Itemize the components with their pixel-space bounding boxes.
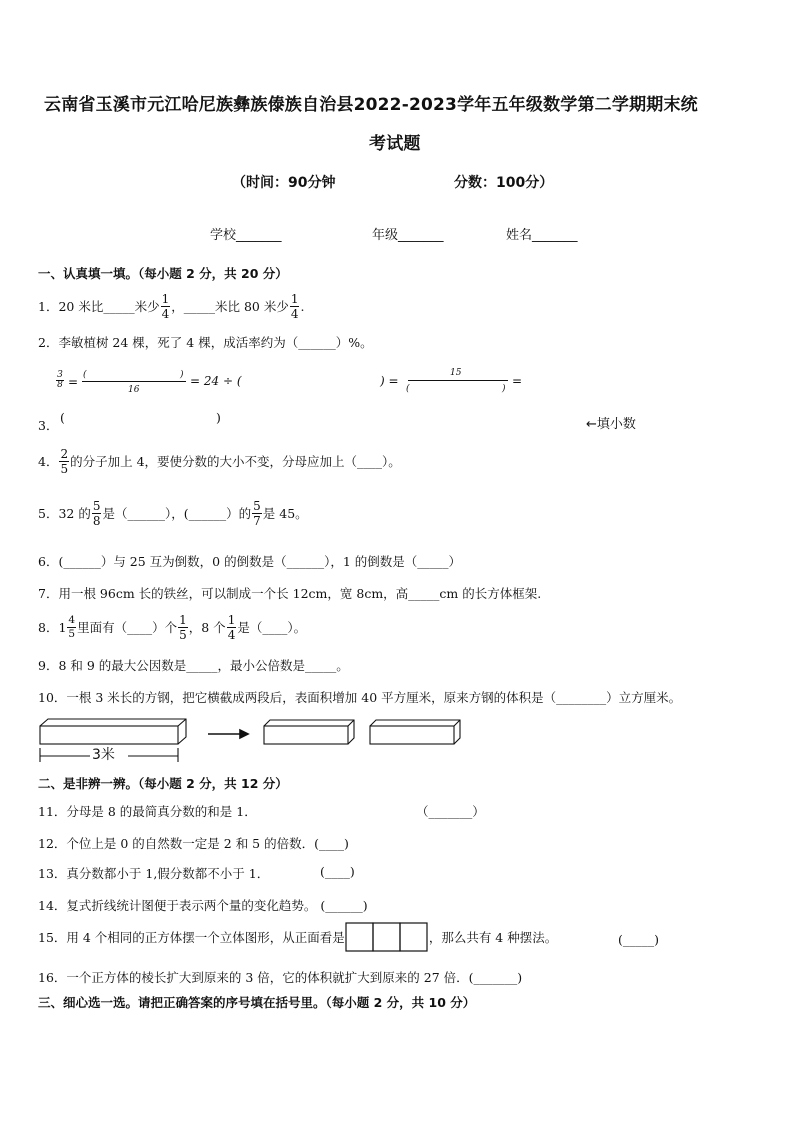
q4-denominator: 5 (60, 461, 69, 476)
q5-fraction-1 (92, 500, 102, 527)
q15-square-2 (373, 923, 400, 951)
question-3-equation (56, 368, 536, 401)
q15-answer-blank: (_____) (618, 932, 660, 947)
q15-square-3 (400, 923, 427, 951)
q4-text: 的分子加上 4，要使分数的大小不变，分母应加上（____）。 (70, 454, 401, 469)
q5-frac2-denominator: 7 (253, 513, 261, 528)
q1-frac2-numerator: 1 (290, 291, 299, 306)
q15-square-1 (346, 923, 373, 951)
q8-fraction-1 (178, 614, 188, 641)
q1-frac2-denominator: 4 (290, 306, 299, 321)
q10-piece2-top (370, 720, 460, 744)
q8-mixed-denominator: 5 (68, 627, 76, 640)
q3-frac2-close: ) (180, 370, 184, 380)
question-13: 13．真分数都小于 1,假分数都不小于 1． (38, 866, 270, 881)
exam-score: 分数：100分） (454, 175, 554, 191)
q1-fraction-1 (161, 293, 171, 320)
question-7: 7．用一根 96cm 长的铁丝，可以制成一个长 12cm，宽 8cm，高_____cm 的长方体框架. (38, 586, 542, 601)
section-3-title: 三、细心选一选。请把正确答案的序号填在括号里。（每小题 2 分，共 10 分） (38, 995, 476, 1010)
q3-frac2-denominator: 16 (128, 385, 140, 395)
q1-frac1-numerator: 1 (161, 291, 170, 306)
section-1-title: 一、认真填一填。（每小题 2 分，共 20 分） (38, 266, 288, 281)
q15-text-b: ，那么共有 4 种摆法。 (428, 930, 558, 945)
q15-text-a: 15．用 4 个相同的正方体摆一个立体图形，从正面看是 (38, 930, 345, 945)
question-16: 16．一个正方体的棱长扩大到原来的 3 倍，它的体积就扩大到原来的 27 倍．(_______) (38, 970, 523, 985)
q4-numerator: 2 (60, 446, 69, 461)
question-5 (38, 496, 308, 530)
q8-frac2-denominator: 4 (227, 627, 236, 642)
q8-fraction-2 (227, 614, 237, 641)
name-field: 姓名_______ (506, 228, 578, 243)
q8-text-d: 是（____）。 (237, 620, 307, 635)
q8-mixed-numerator: 4 (68, 614, 76, 626)
question-10: 10．一根 3 米长的方钢，把它横截成两段后，表面积增加 40 平方厘米，原来方钢的体积是（________）立方厘米。 (38, 690, 682, 705)
q11-answer-blank: （_______） (416, 804, 485, 819)
q10-piece1-edge (348, 720, 354, 726)
q5-frac2-numerator: 5 (253, 498, 261, 513)
q3-lhs-fraction (56, 371, 64, 390)
q3-paren-left: ( (60, 410, 65, 425)
q10-piece1-front (264, 726, 348, 744)
q10-arrow-head (240, 730, 248, 738)
page-title-line2: 考试题 (369, 134, 421, 154)
q8-text-a: 8．1 (38, 620, 67, 635)
q3-lhs-denominator: 8 (57, 380, 63, 390)
school-field: 学校_______ (210, 228, 282, 243)
question-6: 6．(______）与 25 互为倒数，0 的倒数是（______），1 的倒数是（_____） (38, 554, 462, 569)
question-8 (38, 610, 306, 644)
q3-mid-close: ) = (380, 374, 399, 388)
q8-text-b: 里面有（____）个 (77, 620, 178, 635)
q3-frac2-bar (82, 381, 186, 382)
q3-mid-text: = 24 ÷ ( (190, 374, 242, 388)
q3-equals-2: = (512, 374, 523, 388)
q8-frac1-numerator: 1 (179, 612, 187, 627)
q5-text-b: 是（______），(______）的 (102, 506, 252, 521)
q1-frac1-denominator: 4 (161, 306, 170, 321)
q3-frac3-close: ) (502, 384, 506, 394)
q4-number: 4． (38, 454, 59, 469)
q15-front-view-figure (345, 922, 429, 952)
question-12: 12．个位上是 0 的自然数一定是 2 和 5 的倍数．(____) (38, 836, 349, 851)
q1-fraction-2 (290, 293, 300, 320)
q8-mixed-fraction (67, 615, 76, 639)
q5-fraction-2 (252, 500, 262, 527)
q1-text-c: . (300, 298, 305, 314)
question-14: 14．复式折线统计图便于表示两个量的变化趋势。 (______) (38, 898, 368, 913)
exam-time: （时间：90分钟 (232, 175, 336, 191)
q8-frac1-denominator: 5 (179, 627, 187, 642)
q3-paren-right: ) (216, 410, 221, 425)
q8-text-c: ，8 个 (188, 620, 226, 635)
q1-text-b: ，_____米比 80 米少 (171, 299, 289, 314)
question-15 (38, 922, 557, 952)
q10-piece1-top (264, 720, 354, 744)
q3-frac3-bar (408, 380, 508, 381)
q4-fraction (59, 448, 69, 475)
q10-bar-top-side (40, 719, 186, 744)
q3-frac3-open: ( (406, 384, 410, 394)
grade-field: 年级_______ (372, 228, 444, 243)
q5-frac1-numerator: 5 (92, 498, 101, 513)
q3-number: 3． (38, 418, 59, 433)
q5-text-a: 5．32 的 (38, 506, 91, 521)
q10-bar-edge (178, 719, 186, 726)
q10-piece2-edge (454, 720, 460, 726)
q3-hint: ←填小数 (586, 417, 636, 432)
q1-text-a: 1．20 米比_____米少 (38, 299, 160, 314)
question-1 (38, 290, 304, 322)
q5-text-c: 是 45。 (262, 506, 308, 521)
q5-frac1-denominator: 8 (92, 513, 101, 528)
q8-frac2-numerator: 1 (227, 612, 236, 627)
q10-length-label: 3米 (92, 747, 115, 763)
q10-piece2-front (370, 726, 454, 744)
page-title-line1: 云南省玉溪市元江哈尼族彝族傣族自治县2022-2023学年五年级数学第二学期期末统 (44, 95, 698, 115)
q10-bar-front (40, 726, 178, 744)
q3-frac2-open: ( (83, 370, 87, 380)
q3-equals-1: = (68, 375, 79, 389)
q3-lhs-numerator: 3 (57, 370, 63, 380)
question-9: 9．8 和 9 的最大公因数是_____，最小公倍数是_____。 (38, 658, 349, 673)
question-11: 11．分母是 8 的最简真分数的和是 1． (38, 804, 257, 819)
question-2: 2．李敏植树 24 棵，死了 4 棵，成活率约为（______）%。 (38, 335, 373, 350)
q3-frac3-numerator: 15 (450, 368, 462, 378)
question-4 (38, 444, 401, 478)
section-2-title: 二、是非辨一辨。（每小题 2 分，共 12 分） (38, 776, 288, 791)
q13-answer-blank: (____) (320, 864, 355, 879)
